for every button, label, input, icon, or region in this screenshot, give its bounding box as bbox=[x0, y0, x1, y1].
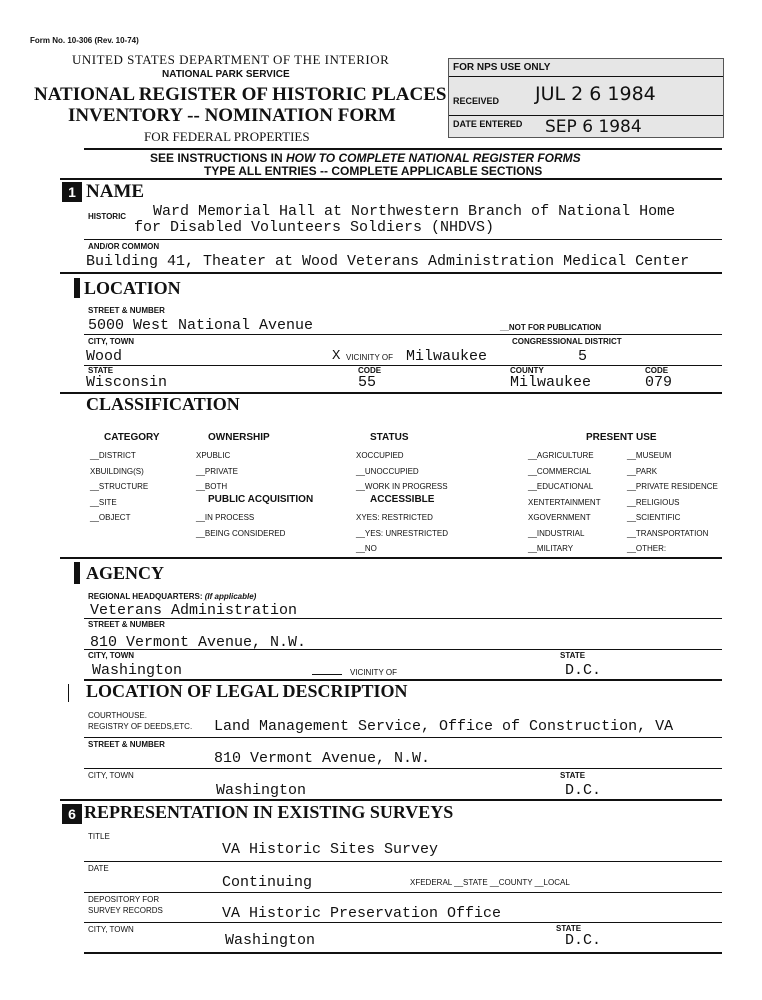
section-title-legal: LOCATION OF LEGAL DESCRIPTION bbox=[86, 681, 408, 701]
accessible-item: XYES: RESTRICTED bbox=[356, 513, 433, 522]
present-use-item: __PARK bbox=[627, 466, 658, 476]
category-item: XBUILDING(S) bbox=[90, 466, 144, 476]
common-name-value: Building 41, Theater at Wood Veterans Administration Medical Center bbox=[86, 253, 690, 270]
ownership-item: __PRIVATE bbox=[196, 466, 238, 476]
section-title-classification: CLASSIFICATION bbox=[86, 394, 240, 414]
department-name: UNITED STATES DEPARTMENT OF THE INTERIOR bbox=[72, 52, 390, 67]
survey-date-label: DATE bbox=[88, 864, 109, 873]
present-use-heading: PRESENT USE bbox=[586, 432, 657, 443]
historic-name-line1: Ward Memorial Hall at Northwestern Branch of National Home bbox=[153, 203, 676, 220]
city-label: CITY, TOWN bbox=[88, 337, 135, 346]
present-use-item: __TRANSPORTATION bbox=[627, 528, 709, 538]
nps-box-label: FOR NPS USE ONLY bbox=[453, 62, 551, 73]
header-rule bbox=[84, 148, 722, 150]
survey-title-rule bbox=[84, 861, 722, 862]
county-code-label: CODE bbox=[645, 366, 669, 375]
category-item: __STRUCTURE bbox=[90, 482, 149, 491]
agency-street-label: STREET & NUMBER bbox=[88, 620, 165, 629]
category-item: __SITE bbox=[90, 497, 117, 507]
regional-hq-label-text: REGIONAL HEADQUARTERS: bbox=[88, 592, 203, 601]
agency-hq-rule bbox=[84, 618, 722, 619]
accessible-heading: ACCESSIBLE bbox=[370, 494, 435, 505]
legal-city-label: CITY, TOWN bbox=[88, 771, 134, 780]
regional-hq-value: Veterans Administration bbox=[90, 602, 298, 619]
category-item: __DISTRICT bbox=[90, 451, 136, 460]
ownership-item: XPUBLIC bbox=[196, 451, 231, 460]
survey-city-label: CITY, TOWN bbox=[88, 925, 134, 934]
street-rule bbox=[84, 334, 722, 335]
legal-street-label: STREET & NUMBER bbox=[88, 740, 165, 749]
instructions-rule bbox=[60, 178, 722, 180]
vicinity-value: Milwaukee bbox=[406, 348, 488, 365]
section-number-badge: 6 bbox=[62, 804, 82, 824]
survey-state-label: STATE bbox=[556, 924, 582, 933]
county-code-value: 079 bbox=[645, 374, 673, 391]
instructions-prefix: SEE INSTRUCTIONS IN bbox=[150, 151, 287, 165]
accessible-item: __NO bbox=[356, 544, 377, 553]
city-value: Wood bbox=[86, 348, 123, 365]
present-use-item: __AGRICULTURE bbox=[528, 451, 594, 460]
present-use-item: XGOVERNMENT bbox=[528, 513, 591, 522]
status-list bbox=[356, 448, 448, 495]
not-for-publication-label: __NOT FOR PUBLICATION bbox=[500, 323, 602, 332]
courthouse-label-line2: REGISTRY OF DEEDS,ETC. bbox=[88, 722, 193, 731]
county-value: Milwaukee bbox=[510, 374, 592, 391]
legal-state-value: D.C. bbox=[565, 782, 602, 799]
depository-value: VA Historic Preservation Office bbox=[222, 905, 502, 922]
courthouse-label-line1: COURTHOUSE. bbox=[88, 711, 147, 720]
category-item: __OBJECT bbox=[90, 513, 131, 522]
state-code-label: CODE bbox=[358, 366, 382, 375]
form-title-line1: NATIONAL REGISTER OF HISTORIC PLACES bbox=[34, 84, 447, 105]
survey-title-label: TITLE bbox=[88, 832, 110, 841]
present-use-item: __INDUSTRIAL bbox=[528, 528, 585, 538]
classification-section-rule bbox=[60, 557, 722, 559]
date-entered-stamp: SEP 6 1984 bbox=[545, 117, 642, 137]
category-list bbox=[90, 448, 148, 526]
agency-vicinity-blank bbox=[312, 674, 342, 675]
present-use-item: __RELIGIOUS bbox=[627, 497, 680, 507]
survey-city-value: Washington bbox=[225, 932, 316, 949]
congressional-district-value: 5 bbox=[578, 348, 588, 365]
state-code-value: 55 bbox=[358, 374, 377, 391]
agency-street-value: 810 Vermont Avenue, N.W. bbox=[90, 634, 307, 651]
agency-state-label: STATE bbox=[560, 651, 586, 660]
present-use-item: __MUSEUM bbox=[627, 451, 672, 460]
section-badge-location bbox=[74, 278, 80, 298]
street-value: 5000 West National Avenue bbox=[88, 317, 314, 334]
agency-vicinity-label: VICINITY OF bbox=[350, 668, 397, 677]
section-title-location: LOCATION bbox=[84, 278, 181, 298]
city-rule bbox=[84, 365, 722, 366]
form-number: Form No. 10-306 (Rev. 10-74) bbox=[30, 36, 139, 45]
regional-hq-note: (If applicable) bbox=[204, 592, 257, 601]
instructions-emphasis: HOW TO COMPLETE NATIONAL REGISTER FORMS bbox=[286, 151, 581, 165]
survey-date-rule bbox=[84, 892, 722, 893]
name-rule bbox=[84, 239, 722, 240]
agency-state-value: D.C. bbox=[565, 662, 602, 679]
form-title-line2: INVENTORY -- NOMINATION FORM bbox=[68, 105, 396, 126]
surveys-section-rule bbox=[84, 952, 722, 954]
present-use-list-1 bbox=[528, 448, 601, 557]
legal-street-value: 810 Vermont Avenue, N.W. bbox=[214, 750, 431, 767]
instructions-line2: TYPE ALL ENTRIES -- COMPLETE APPLICABLE SECTIONS bbox=[204, 164, 543, 178]
legal-section-rule bbox=[60, 799, 722, 801]
ownership-heading: OWNERSHIP bbox=[208, 432, 270, 443]
accessible-item: __YES: UNRESTRICTED bbox=[356, 528, 449, 538]
depository-label-line1: DEPOSITORY FOR bbox=[88, 895, 160, 904]
section-number-badge: 1 bbox=[62, 182, 82, 202]
status-item: __UNOCCUPIED bbox=[356, 466, 419, 476]
common-name-label: AND/OR COMMON bbox=[88, 242, 160, 251]
agency-city-value: Washington bbox=[92, 662, 183, 679]
nps-use-box bbox=[448, 58, 724, 138]
present-use-item: __PRIVATE RESIDENCE bbox=[627, 482, 718, 491]
survey-levels: XFEDERAL __STATE __COUNTY __LOCAL bbox=[410, 878, 570, 887]
public-acquisition-heading: PUBLIC ACQUISITION bbox=[208, 494, 314, 505]
acquisition-item: __IN PROCESS bbox=[196, 513, 255, 522]
present-use-list-2 bbox=[627, 448, 718, 557]
state-value: Wisconsin bbox=[86, 374, 168, 391]
congressional-district-label: CONGRESSIONAL DISTRICT bbox=[512, 337, 622, 346]
nps-box-rule2 bbox=[449, 115, 723, 116]
accessible-list bbox=[356, 510, 448, 557]
acquisition-list bbox=[196, 510, 285, 541]
acquisition-item: __BEING CONSIDERED bbox=[196, 528, 286, 538]
depository-label-line2: SURVEY RECORDS bbox=[88, 906, 163, 915]
status-item: __WORK IN PROGRESS bbox=[356, 482, 448, 491]
historic-name-line2: for Disabled Volunteers Soldiers (NHDVS) bbox=[134, 219, 495, 236]
form-subtitle: FOR FEDERAL PROPERTIES bbox=[144, 129, 310, 144]
survey-date-value: Continuing bbox=[222, 874, 313, 891]
nps-box-rule bbox=[449, 76, 723, 77]
received-stamp: JUL 2 6 1984 bbox=[535, 83, 656, 105]
survey-state-value: D.C. bbox=[565, 932, 602, 949]
vicinity-check: X bbox=[332, 348, 341, 364]
present-use-item: __COMMERCIAL bbox=[528, 466, 592, 476]
service-name: NATIONAL PARK SERVICE bbox=[162, 69, 290, 80]
section-title-name: NAME bbox=[86, 181, 145, 202]
depository-rule bbox=[84, 922, 722, 923]
courthouse-rule bbox=[84, 737, 722, 738]
present-use-item: __EDUCATIONAL bbox=[528, 482, 594, 491]
name-section-rule bbox=[60, 272, 722, 274]
legal-street-rule bbox=[84, 768, 722, 769]
present-use-item: XENTERTAINMENT bbox=[528, 497, 601, 507]
state-label: STATE bbox=[88, 366, 114, 375]
status-heading: STATUS bbox=[370, 432, 409, 443]
regional-hq-label bbox=[88, 592, 256, 601]
legal-city-value: Washington bbox=[216, 782, 307, 799]
present-use-item: __MILITARY bbox=[528, 544, 574, 553]
section-title-agency: AGENCY bbox=[86, 563, 165, 583]
agency-city-label: CITY, TOWN bbox=[88, 651, 135, 660]
received-label: RECEIVED bbox=[453, 96, 500, 106]
legal-state-label: STATE bbox=[560, 771, 586, 780]
section-badge-agency bbox=[74, 562, 80, 584]
ownership-item: __BOTH bbox=[196, 482, 228, 491]
agency-vicinity bbox=[312, 668, 397, 677]
date-entered-label: DATE ENTERED bbox=[453, 119, 523, 129]
courthouse-value: Land Management Service, Office of Construction, VA bbox=[214, 718, 674, 735]
instructions-line1 bbox=[150, 151, 581, 165]
county-label: COUNTY bbox=[510, 366, 544, 375]
present-use-item: __OTHER: bbox=[627, 544, 667, 553]
category-heading: CATEGORY bbox=[104, 432, 160, 443]
vicinity-label: VICINITY OF bbox=[346, 353, 393, 362]
street-label: STREET & NUMBER bbox=[88, 306, 165, 315]
present-use-item: __SCIENTIFIC bbox=[627, 513, 681, 522]
survey-title-value: VA Historic Sites Survey bbox=[222, 841, 439, 858]
ownership-list bbox=[196, 448, 238, 495]
section-title-surveys: REPRESENTATION IN EXISTING SURVEYS bbox=[84, 802, 454, 822]
historic-label: HISTORIC bbox=[88, 212, 127, 221]
status-item: XOCCUPIED bbox=[356, 451, 404, 460]
section-badge-legal bbox=[68, 684, 69, 702]
agency-street-rule bbox=[84, 649, 722, 650]
